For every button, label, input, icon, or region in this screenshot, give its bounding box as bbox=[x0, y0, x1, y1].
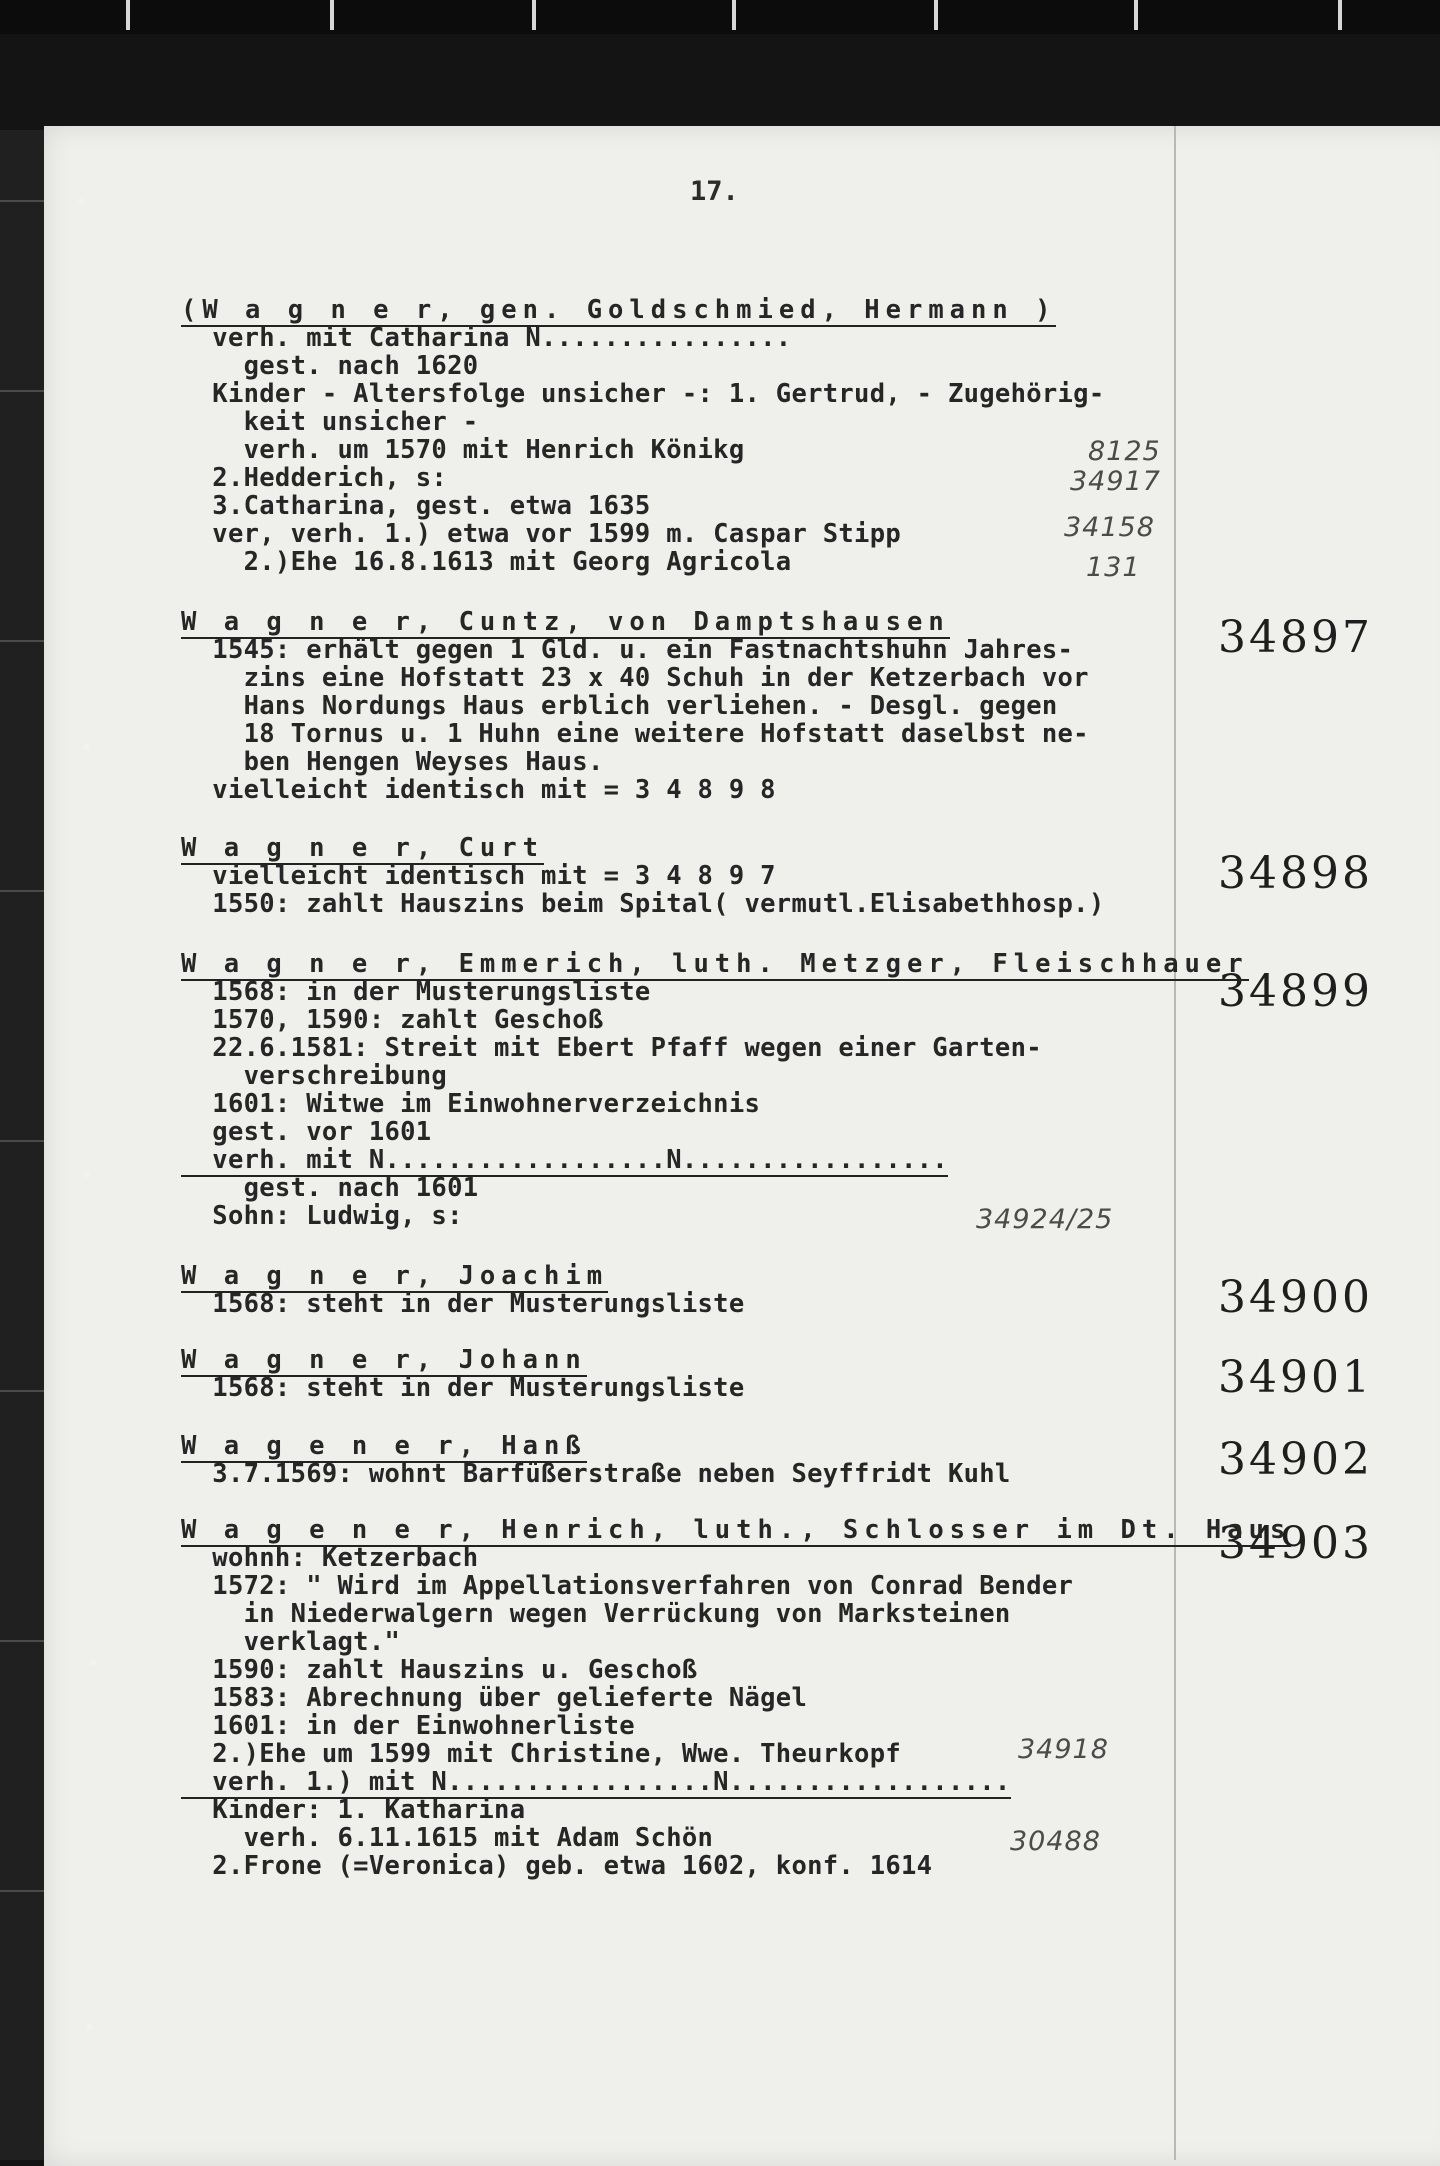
entry-line: ver, verh. 1.) etwa vor 1599 m. Caspar Stipp bbox=[181, 519, 902, 549]
entry-heading: W a g n e r, Curt bbox=[181, 833, 544, 863]
entry-line: 18 Tornus u. 1 Huhn eine weitere Hofstatt daselbst ne- bbox=[181, 719, 1089, 749]
entry-line: Kinder: 1. Katharina bbox=[181, 1795, 526, 1825]
film-tick bbox=[1134, 0, 1138, 30]
film-tick bbox=[532, 0, 536, 30]
handwritten-note: 34158 bbox=[1064, 512, 1155, 543]
entry-line: 1583: Abrechnung über gelieferte Nägel bbox=[181, 1683, 808, 1713]
entry-number: 34902 bbox=[1218, 1434, 1373, 1485]
handwritten-note: 131 bbox=[1086, 552, 1141, 583]
entry-line: verh. um 1570 mit Henrich Könikg bbox=[181, 435, 745, 465]
entry-line: 1601: in der Einwohnerliste bbox=[181, 1711, 635, 1741]
edge-rule bbox=[0, 390, 44, 392]
entry-line: 3.7.1569: wohnt Barfüßerstraße neben Seyffridt Kuhl bbox=[181, 1459, 1011, 1489]
entry-line: Hans Nordungs Haus erblich verliehen. - Desgl. gegen bbox=[181, 691, 1058, 721]
punch-hole bbox=[84, 744, 90, 750]
edge-rule bbox=[0, 1140, 44, 1142]
entry-line: 1545: erhält gegen 1 Gld. u. ein Fastnachtshuhn Jahres- bbox=[181, 635, 1074, 665]
entry-line: verklagt." bbox=[181, 1627, 401, 1657]
film-tick bbox=[934, 0, 938, 30]
entry-line: Kinder - Altersfolge unsicher -: 1. Gertrud, - Zugehörig- bbox=[181, 379, 1105, 409]
entry-line: vielleicht identisch mit = 3 4 8 9 7 bbox=[181, 861, 776, 891]
entry-line bbox=[181, 1432, 587, 1460]
entry-line: keit unsicher - bbox=[181, 407, 479, 437]
film-tick bbox=[126, 0, 130, 30]
punch-hole bbox=[90, 1660, 96, 1666]
entry-line bbox=[181, 1516, 1291, 1544]
entry-heading: W a g n e r, Joachim bbox=[181, 1261, 609, 1291]
film-tick bbox=[330, 0, 334, 30]
entry-heading: W a g e n e r, Hanß bbox=[181, 1431, 587, 1461]
entry-line bbox=[181, 950, 1249, 978]
entry-line: in Niederwalgern wegen Verrückung von Marksteinen bbox=[181, 1599, 1011, 1629]
entry-line: 1568: steht in der Musterungsliste bbox=[181, 1289, 745, 1319]
entry-number: 34900 bbox=[1218, 1272, 1373, 1323]
entry-line: zins eine Hofstatt 23 x 40 Schuh in der Ketzerbach vor bbox=[181, 663, 1089, 693]
entry-heading: W a g n e r, Johann bbox=[181, 1345, 587, 1375]
entry-line bbox=[181, 296, 1056, 324]
entry-line bbox=[181, 1146, 948, 1174]
entry-line: verh. 6.11.1615 mit Adam Schön bbox=[181, 1823, 714, 1853]
entry-heading: W a g e n e r, Henrich, luth., Schlosser im Dt. Haus bbox=[181, 1515, 1292, 1545]
entry-line bbox=[181, 1768, 1011, 1796]
entry-line bbox=[181, 834, 544, 862]
entry-line: ben Hengen Weyses Haus. bbox=[181, 747, 604, 777]
entry-line: Sohn: Ludwig, s: bbox=[181, 1201, 463, 1231]
entry-heading: (W a g n e r, gen. Goldschmied, Hermann ) bbox=[181, 295, 1057, 325]
edge-rule bbox=[0, 1390, 44, 1392]
entry-line: 1570, 1590: zahlt Geschoß bbox=[181, 1005, 604, 1035]
entry-number: 34898 bbox=[1218, 848, 1373, 899]
entry-line: gest. nach 1620 bbox=[181, 351, 479, 381]
entry-line: 1572: " Wird im Appellationsverfahren von Conrad Bender bbox=[181, 1571, 1074, 1601]
punch-hole bbox=[86, 2024, 92, 2030]
page-number: 17. bbox=[690, 176, 739, 207]
edge-rule bbox=[0, 640, 44, 642]
entry-line: 22.6.1581: Streit mit Ebert Pfaff wegen einer Garten- bbox=[181, 1033, 1042, 1063]
film-strip-top bbox=[0, 0, 1440, 34]
entry-heading: W a g n e r, Cuntz, von Damptshausen bbox=[181, 607, 950, 637]
entry-line: 2.)Ehe um 1599 mit Christine, Wwe. Theurkopf bbox=[181, 1739, 902, 1769]
entry-number: 34903 bbox=[1218, 1518, 1373, 1569]
handwritten-note: 34924/25 bbox=[976, 1204, 1114, 1235]
entry-line: 3.Catharina, gest. etwa 1635 bbox=[181, 491, 651, 521]
entry-line: wohnh: Ketzerbach bbox=[181, 1543, 479, 1573]
film-tick bbox=[732, 0, 736, 30]
entry-line bbox=[181, 608, 950, 636]
handwritten-note: 8125 bbox=[1088, 436, 1161, 467]
entry-line: 1568: steht in der Musterungsliste bbox=[181, 1373, 745, 1403]
entry-line: 1550: zahlt Hauszins beim Spital( vermutl.Elisabethhosp.) bbox=[181, 889, 1105, 919]
entry-line: vielleicht identisch mit = 3 4 8 9 8 bbox=[181, 775, 776, 805]
entry-line: gest. vor 1601 bbox=[181, 1117, 432, 1147]
entry-line: 1601: Witwe im Einwohnerverzeichnis bbox=[181, 1089, 761, 1119]
entry-number: 34899 bbox=[1218, 966, 1373, 1017]
entry-line: 1590: zahlt Hauszins u. Geschoß bbox=[181, 1655, 698, 1685]
entry-line: verh. mit Catharina N................ bbox=[181, 323, 792, 353]
entry-line bbox=[181, 1262, 608, 1290]
edge-rule bbox=[0, 890, 44, 892]
entry-line: 1568: in der Musterungsliste bbox=[181, 977, 651, 1007]
punch-hole bbox=[84, 1172, 90, 1178]
entry-line: verschreibung bbox=[181, 1061, 448, 1091]
handwritten-note: 34917 bbox=[1070, 466, 1161, 497]
entry-line: 2.)Ehe 16.8.1613 mit Georg Agricola bbox=[181, 547, 792, 577]
edge-rule bbox=[0, 1640, 44, 1642]
entry-line: 2.Frone (=Veronica) geb. etwa 1602, konf. 1614 bbox=[181, 1851, 933, 1881]
entry-number: 34897 bbox=[1218, 612, 1373, 663]
entry-heading: W a g n e r, Emmerich, luth. Metzger, Fleischhauer bbox=[181, 949, 1249, 979]
entry-line: gest. nach 1601 bbox=[181, 1173, 479, 1203]
entry-line: 2.Hedderich, s: bbox=[181, 463, 448, 493]
edge-rule bbox=[0, 200, 44, 202]
handwritten-note: 34918 bbox=[1018, 1734, 1109, 1765]
entry-line bbox=[181, 1346, 587, 1374]
margin-rule bbox=[1174, 126, 1176, 2160]
entry-line-underlined: verh. mit N..................N................. bbox=[181, 1145, 948, 1175]
punch-hole bbox=[78, 198, 84, 204]
film-edge-left bbox=[0, 130, 44, 2160]
edge-rule bbox=[0, 1890, 44, 1892]
entry-line-underlined: verh. 1.) mit N.................N.................. bbox=[181, 1767, 1011, 1797]
handwritten-note: 30488 bbox=[1010, 1826, 1101, 1857]
film-tick bbox=[1338, 0, 1342, 30]
entry-number: 34901 bbox=[1218, 1352, 1373, 1403]
